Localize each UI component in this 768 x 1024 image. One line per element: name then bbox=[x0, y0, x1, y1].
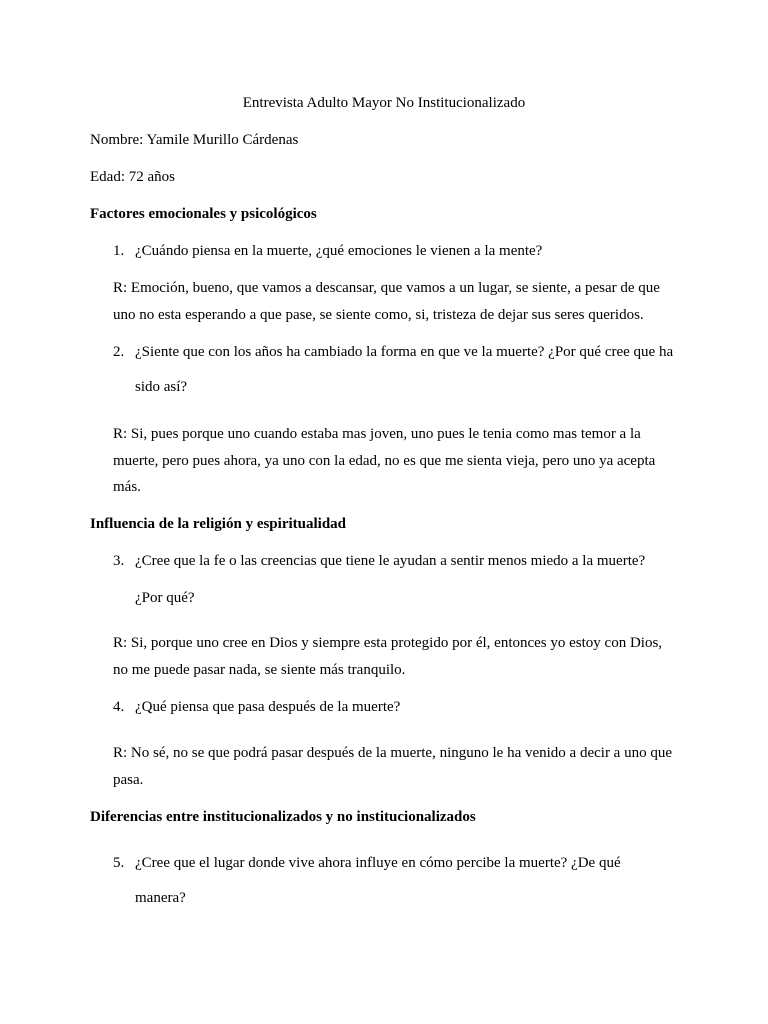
answer-text: no me puede pasar nada, se siente más tranquilo. bbox=[113, 662, 406, 678]
question-text: manera? bbox=[135, 890, 186, 906]
question-text: ¿Siente que con los años ha cambiado la forma en que ve la muerte? ¿Por qué cree que ha bbox=[135, 344, 674, 360]
question-number: 2. bbox=[113, 344, 125, 360]
question-number: 1. bbox=[113, 243, 125, 259]
question-text: ¿Cree que la fe o las creencias que tiene le ayudan a sentir menos miedo a la muerte? bbox=[135, 553, 646, 569]
question-number: 3. bbox=[113, 553, 125, 569]
answer-text: R: Emoción, bueno, que vamos a descansar, que vamos a un lugar, se siente, a pesar de que bbox=[113, 280, 660, 296]
name-line: Nombre: Yamile Murillo Cárdenas bbox=[90, 132, 299, 148]
age-line: Edad: 72 años bbox=[90, 169, 175, 185]
answer-text: R: Si, porque uno cree en Dios y siempre esta protegido por él, entonces yo estoy con Dios, bbox=[113, 635, 663, 651]
answer-text: pasa. bbox=[113, 772, 144, 788]
answer-text: R: No sé, no se que podrá pasar después de la muerte, ninguno le ha venido a decir a uno que bbox=[113, 745, 672, 761]
answer-text: más. bbox=[113, 479, 141, 495]
answer-text: muerte, pero pues ahora, ya uno con la edad, no es que me sienta vieja, pero uno ya acepta bbox=[113, 453, 656, 469]
section-heading: Influencia de la religión y espiritualidad bbox=[90, 516, 347, 532]
section-heading: Factores emocionales y psicológicos bbox=[90, 206, 317, 222]
section-heading: Diferencias entre institucionalizados y no institucionalizados bbox=[90, 809, 476, 825]
question-number: 5. bbox=[113, 855, 125, 871]
answer-text: uno no esta esperando a que pase, se siente como, si, tristeza de dejar sus seres queridos. bbox=[113, 307, 644, 323]
question-text: ¿Cree que el lugar donde vive ahora influye en cómo percibe la muerte? ¿De qué bbox=[135, 855, 621, 871]
question-text: sido así? bbox=[135, 379, 188, 395]
answer-text: R: Si, pues porque uno cuando estaba mas joven, uno pues le tenia como mas temor a la bbox=[113, 426, 641, 442]
question-number: 4. bbox=[113, 699, 125, 715]
question-text: ¿Por qué? bbox=[135, 590, 195, 606]
document-title: Entrevista Adulto Mayor No Institucionalizado bbox=[242, 95, 526, 111]
question-text: ¿Qué piensa que pasa después de la muerte? bbox=[135, 699, 401, 715]
question-text: ¿Cuándo piensa en la muerte, ¿qué emociones le vienen a la mente? bbox=[135, 243, 543, 259]
